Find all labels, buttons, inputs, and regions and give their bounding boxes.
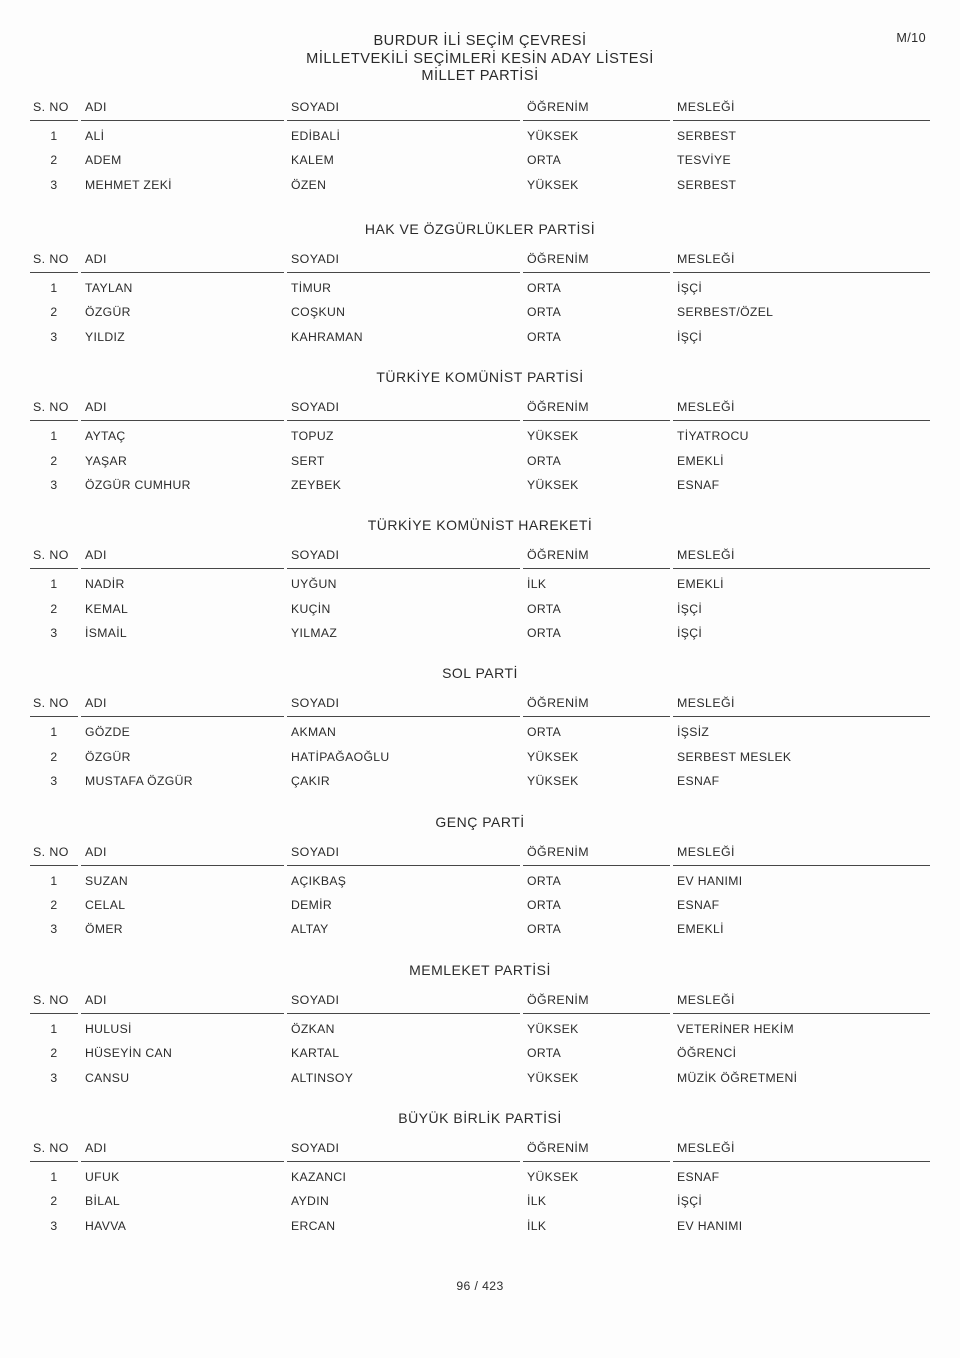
- table-cell: 1: [50, 280, 58, 295]
- table-cell: ZEYBEK: [291, 477, 342, 492]
- table-cell: 2: [50, 601, 58, 616]
- column-header: MESLEĞİ: [673, 696, 930, 717]
- column-header: ÖĞRENİM: [523, 696, 670, 717]
- candidate-table: [30, 845, 930, 942]
- table-cell: SERBEST/ÖZEL: [677, 305, 774, 320]
- column-header: SOYADI: [287, 252, 520, 273]
- column-header: ÖĞRENİM: [523, 993, 670, 1014]
- column-header: S. NO: [30, 252, 78, 273]
- table-cell: CELAL: [85, 898, 126, 913]
- table-cell: KAZANCI: [291, 1169, 347, 1184]
- party-section: [0, 1110, 960, 1238]
- column-header: SOYADI: [287, 696, 520, 717]
- candidate-table: [30, 548, 930, 645]
- table-cell: ESNAF: [677, 774, 720, 789]
- table-row: [30, 276, 930, 300]
- table-rows: [30, 421, 930, 497]
- column-header: MESLEĞİ: [673, 100, 930, 121]
- column-header: S. NO: [30, 1141, 78, 1162]
- sections: [0, 100, 960, 1238]
- table-cell: SUZAN: [85, 873, 129, 888]
- table-rows: [30, 717, 930, 793]
- table-cell: ORTA: [527, 280, 562, 295]
- table-cell: 1: [50, 128, 58, 143]
- table-cell: BİLAL: [85, 1194, 120, 1209]
- column-header: SOYADI: [287, 993, 520, 1014]
- table-cell: 1: [50, 725, 58, 740]
- column-header: SOYADI: [287, 548, 520, 569]
- table-row: [30, 300, 930, 324]
- party-section: [0, 814, 960, 942]
- party-title: SOL PARTİ: [442, 665, 518, 682]
- table-cell: YÜKSEK: [527, 749, 579, 764]
- table-cell: 2: [50, 1194, 58, 1209]
- table-cell: 2: [50, 1046, 58, 1061]
- table-cell: TOPUZ: [291, 429, 334, 444]
- table-row: [30, 597, 930, 621]
- table-cell: AÇIKBAŞ: [291, 873, 347, 888]
- table-cell: ORTA: [527, 453, 562, 468]
- column-header: ADI: [81, 400, 284, 421]
- table-cell: İLK: [527, 1194, 547, 1209]
- table-header-row: [30, 993, 930, 1014]
- party-section: [0, 369, 960, 497]
- table-cell: YILMAZ: [291, 626, 338, 641]
- column-header: ADI: [81, 548, 284, 569]
- table-rows: [30, 866, 930, 942]
- table-cell: ORTA: [527, 873, 562, 888]
- table-row: [30, 1165, 930, 1189]
- column-header: MESLEĞİ: [673, 400, 930, 421]
- column-header: S. NO: [30, 100, 78, 121]
- table-row: [30, 769, 930, 793]
- table-cell: TESVİYE: [677, 153, 731, 168]
- table-row: [30, 869, 930, 893]
- table-cell: CANSU: [85, 1070, 130, 1085]
- table-cell: AYDIN: [291, 1194, 330, 1209]
- table-cell: HATİPAĞAOĞLU: [291, 749, 390, 764]
- table-row: [30, 745, 930, 769]
- table-cell: 2: [50, 453, 58, 468]
- table-cell: İSMAİL: [85, 626, 128, 641]
- column-header: ÖĞRENİM: [523, 1141, 670, 1162]
- header-line-province: BURDUR İLİ SEÇİM ÇEVRESİ: [373, 33, 587, 49]
- table-header-row: [30, 252, 930, 273]
- table-cell: ORTA: [527, 329, 562, 344]
- column-header: SOYADI: [287, 845, 520, 866]
- table-header-row: [30, 1141, 930, 1162]
- table-header-row: [30, 100, 930, 121]
- table-cell: VETERİNER HEKİM: [677, 1021, 794, 1036]
- table-cell: YÜKSEK: [527, 477, 579, 492]
- table-cell: İLK: [527, 1218, 547, 1233]
- table-cell: 3: [50, 922, 58, 937]
- table-cell: YILDIZ: [85, 329, 126, 344]
- candidate-table: [30, 252, 930, 349]
- party-section: [0, 517, 960, 645]
- table-cell: ORTA: [527, 626, 562, 641]
- table-cell: YÜKSEK: [527, 1070, 579, 1085]
- table-row: [30, 325, 930, 349]
- column-header: SOYADI: [287, 100, 520, 121]
- table-cell: 3: [50, 329, 58, 344]
- table-header-row: [30, 400, 930, 421]
- table-cell: KALEM: [291, 153, 335, 168]
- table-row: [30, 1066, 930, 1090]
- table-row: [30, 148, 930, 172]
- table-cell: KAHRAMAN: [291, 329, 363, 344]
- table-row: [30, 572, 930, 596]
- column-header: S. NO: [30, 400, 78, 421]
- table-row: [30, 449, 930, 473]
- table-cell: AYTAÇ: [85, 429, 126, 444]
- table-rows: [30, 1014, 930, 1090]
- table-cell: ÖĞRENCİ: [677, 1046, 737, 1061]
- table-rows: [30, 121, 930, 197]
- table-row: [30, 893, 930, 917]
- column-header: ÖĞRENİM: [523, 845, 670, 866]
- table-cell: 1: [50, 1169, 58, 1184]
- table-cell: ÖZGÜR CUMHUR: [85, 477, 191, 492]
- table-cell: SERT: [291, 453, 325, 468]
- table-cell: 2: [50, 749, 58, 764]
- table-cell: KUÇİN: [291, 601, 331, 616]
- table-cell: AKMAN: [291, 725, 337, 740]
- column-header: MESLEĞİ: [673, 845, 930, 866]
- table-cell: TAYLAN: [85, 280, 133, 295]
- table-cell: 1: [50, 873, 58, 888]
- table-cell: ORTA: [527, 305, 562, 320]
- table-cell: TİYATROCU: [677, 429, 749, 444]
- candidate-table: [30, 100, 930, 197]
- party-section: [0, 100, 960, 197]
- table-cell: ÖZEN: [291, 177, 327, 192]
- table-row: [30, 173, 930, 197]
- column-header: ADI: [81, 845, 284, 866]
- party-title: MEMLEKET PARTİSİ: [409, 961, 551, 978]
- column-header: ÖĞRENİM: [523, 100, 670, 121]
- table-cell: NADİR: [85, 577, 125, 592]
- column-header: ADI: [81, 100, 284, 121]
- table-cell: 3: [50, 774, 58, 789]
- column-header: MESLEĞİ: [673, 993, 930, 1014]
- table-cell: YAŞAR: [85, 453, 128, 468]
- table-cell: MUSTAFA ÖZGÜR: [85, 774, 193, 789]
- page-code: M/10: [896, 31, 926, 45]
- table-cell: 2: [50, 153, 58, 168]
- table-cell: EV HANIMI: [677, 873, 743, 888]
- column-header: MESLEĞİ: [673, 548, 930, 569]
- table-cell: EMEKLİ: [677, 922, 724, 937]
- candidate-table: [30, 1141, 930, 1238]
- table-cell: COŞKUN: [291, 305, 346, 320]
- table-cell: ÖZGÜR: [85, 305, 131, 320]
- table-cell: SERBEST MESLEK: [677, 749, 792, 764]
- column-header: S. NO: [30, 548, 78, 569]
- table-cell: ALTAY: [291, 922, 329, 937]
- table-header-row: [30, 548, 930, 569]
- table-cell: ÖMER: [85, 922, 123, 937]
- header-line-list-title: MİLLETVEKİLİ SEÇİMLERİ KESİN ADAY LİSTESİ: [306, 50, 654, 67]
- table-cell: ORTA: [527, 922, 562, 937]
- table-rows: [30, 1162, 930, 1238]
- column-header: S. NO: [30, 696, 78, 717]
- table-cell: İŞÇİ: [677, 1194, 703, 1209]
- column-header: SOYADI: [287, 400, 520, 421]
- candidate-table: [30, 993, 930, 1090]
- table-cell: MÜZİK ÖĞRETMENİ: [677, 1070, 798, 1085]
- column-header: S. NO: [30, 845, 78, 866]
- table-row: [30, 424, 930, 448]
- column-header: MESLEĞİ: [673, 252, 930, 273]
- party-section: [0, 665, 960, 793]
- table-row: [30, 1041, 930, 1065]
- table-cell: ERCAN: [291, 1218, 336, 1233]
- party-title: TÜRKİYE KOMÜNİST HAREKETİ: [367, 517, 593, 534]
- table-cell: İŞÇİ: [677, 626, 703, 641]
- column-header: ADI: [81, 1141, 284, 1162]
- header-line-first-party: MİLLET PARTİSİ: [421, 68, 539, 85]
- table-cell: ORTA: [527, 725, 562, 740]
- table-cell: SERBEST: [677, 128, 737, 143]
- column-header: MESLEĞİ: [673, 1141, 930, 1162]
- table-cell: ORTA: [527, 153, 562, 168]
- table-row: [30, 473, 930, 497]
- table-cell: ÖZKAN: [291, 1021, 335, 1036]
- table-cell: EMEKLİ: [677, 453, 724, 468]
- table-cell: ADEM: [85, 153, 122, 168]
- table-cell: ESNAF: [677, 898, 720, 913]
- table-cell: ORTA: [527, 898, 562, 913]
- table-cell: İŞÇİ: [677, 280, 703, 295]
- table-row: [30, 1214, 930, 1238]
- table-cell: 1: [50, 429, 58, 444]
- candidate-table: [30, 696, 930, 793]
- table-cell: İŞÇİ: [677, 601, 703, 616]
- table-cell: UFUK: [85, 1169, 120, 1184]
- table-row: [30, 621, 930, 645]
- page-number: 96 / 423: [456, 1279, 504, 1293]
- table-cell: DEMİR: [291, 898, 333, 913]
- table-cell: İŞÇİ: [677, 329, 703, 344]
- table-cell: YÜKSEK: [527, 774, 579, 789]
- table-cell: TİMUR: [291, 280, 332, 295]
- party-title: GENÇ PARTİ: [435, 813, 525, 830]
- table-cell: 2: [50, 898, 58, 913]
- table-cell: YÜKSEK: [527, 1169, 579, 1184]
- party-title: HAK VE ÖZGÜRLÜKLER PARTİSİ: [364, 220, 596, 237]
- column-header: SOYADI: [287, 1141, 520, 1162]
- table-cell: ORTA: [527, 601, 562, 616]
- column-header: ÖĞRENİM: [523, 548, 670, 569]
- table-cell: 3: [50, 477, 58, 492]
- table-cell: HÜSEYİN CAN: [85, 1046, 173, 1061]
- table-cell: ALİ: [85, 128, 105, 143]
- table-cell: ÇAKIR: [291, 774, 330, 789]
- table-row: [30, 124, 930, 148]
- table-cell: 1: [50, 577, 58, 592]
- table-rows: [30, 569, 930, 645]
- column-header: ADI: [81, 696, 284, 717]
- table-cell: SERBEST: [677, 177, 737, 192]
- table-cell: HAVVA: [85, 1218, 127, 1233]
- table-cell: EV HANIMI: [677, 1218, 743, 1233]
- table-cell: KARTAL: [291, 1046, 340, 1061]
- party-title: TÜRKİYE KOMÜNİST PARTİSİ: [376, 369, 584, 386]
- table-cell: UYĞUN: [291, 577, 337, 592]
- table-cell: ESNAF: [677, 477, 720, 492]
- table-header-row: [30, 696, 930, 717]
- table-cell: İLK: [527, 577, 547, 592]
- table-cell: EDİBALİ: [291, 128, 341, 143]
- table-row: [30, 1189, 930, 1213]
- table-cell: 3: [50, 1070, 58, 1085]
- table-cell: 1: [50, 1021, 58, 1036]
- table-cell: YÜKSEK: [527, 429, 579, 444]
- table-header-row: [30, 845, 930, 866]
- table-cell: HULUSİ: [85, 1021, 132, 1036]
- party-section: [0, 962, 960, 1090]
- table-cell: 3: [50, 1218, 58, 1233]
- table-cell: YÜKSEK: [527, 1021, 579, 1036]
- table-cell: ESNAF: [677, 1169, 720, 1184]
- column-header: ADI: [81, 993, 284, 1014]
- column-header: ÖĞRENİM: [523, 400, 670, 421]
- table-row: [30, 720, 930, 744]
- table-cell: EMEKLİ: [677, 577, 724, 592]
- table-cell: ORTA: [527, 1046, 562, 1061]
- table-cell: GÖZDE: [85, 725, 131, 740]
- table-cell: MEHMET ZEKİ: [85, 177, 172, 192]
- column-header: ADI: [81, 252, 284, 273]
- candidate-table: [30, 400, 930, 497]
- table-cell: 3: [50, 626, 58, 641]
- table-cell: YÜKSEK: [527, 128, 579, 143]
- table-rows: [30, 273, 930, 349]
- party-title: BÜYÜK BİRLİK PARTİSİ: [398, 1109, 562, 1126]
- table-cell: 3: [50, 177, 58, 192]
- document-header: [0, 0, 960, 86]
- table-cell: YÜKSEK: [527, 177, 579, 192]
- table-row: [30, 917, 930, 941]
- table-cell: İŞSİZ: [677, 725, 710, 740]
- table-cell: 2: [50, 305, 58, 320]
- table-row: [30, 1017, 930, 1041]
- table-cell: KEMAL: [85, 601, 129, 616]
- table-cell: ÖZGÜR: [85, 749, 131, 764]
- column-header: ÖĞRENİM: [523, 252, 670, 273]
- table-cell: ALTINSOY: [291, 1070, 354, 1085]
- party-section: [0, 221, 960, 349]
- column-header: S. NO: [30, 993, 78, 1014]
